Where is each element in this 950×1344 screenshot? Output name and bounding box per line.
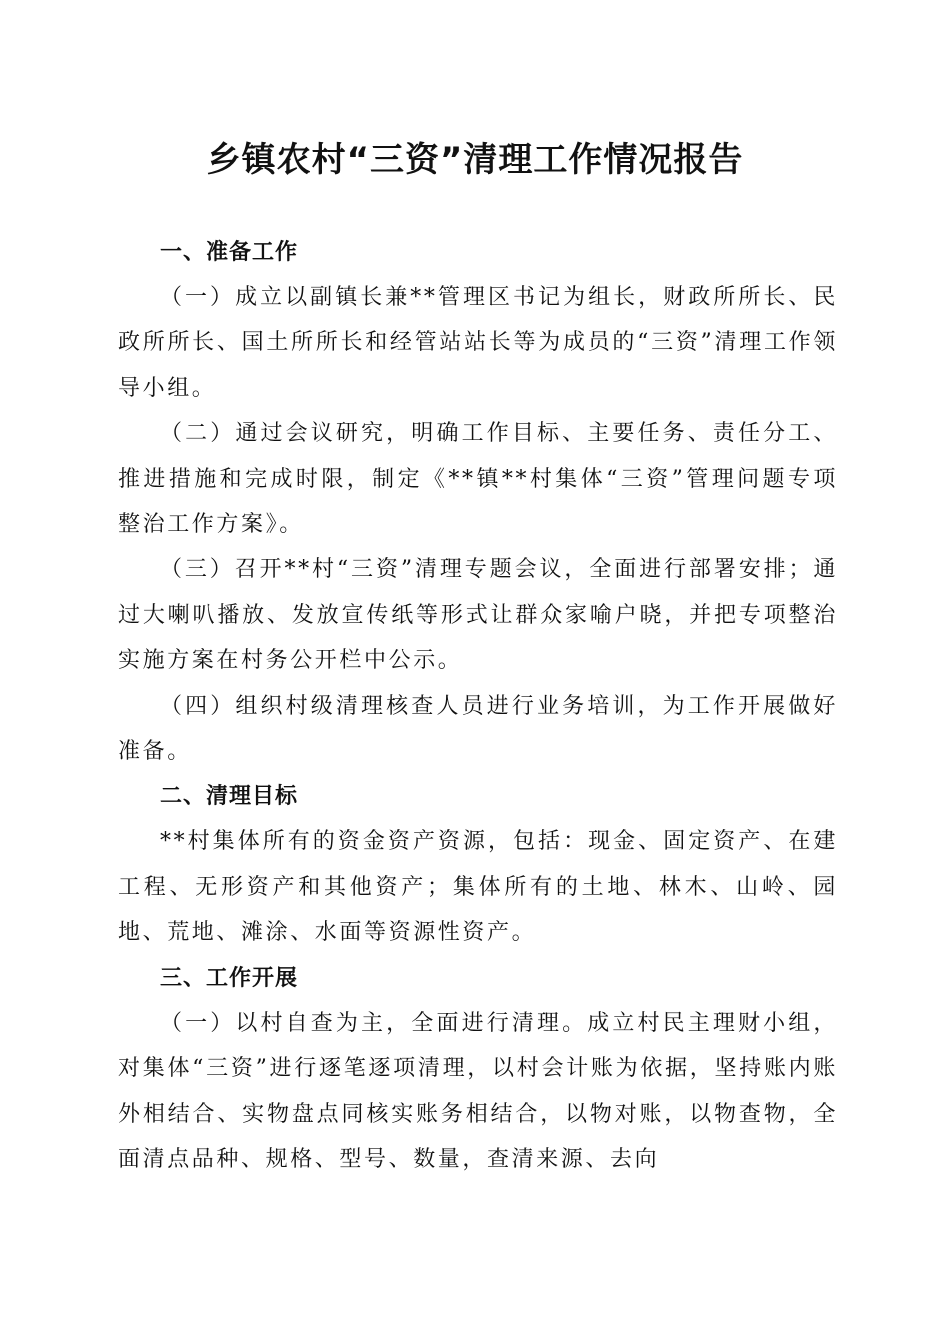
section-preparation xyxy=(118,230,838,774)
section-cleanup-target xyxy=(118,774,838,955)
section-heading: 三、工作开展 xyxy=(160,965,299,991)
paragraph: （二）通过会议研究，明确工作目标、主要任务、责任分工、推进措施和完成时限，制定《**镇**村集体“三资”管理问题专项整治工作方案》。 xyxy=(118,421,838,538)
section-heading: 一、准备工作 xyxy=(160,240,299,265)
paragraph: （四）组织村级清理核查人员进行业务培训，为工作开展做好准备。 xyxy=(118,693,838,765)
paragraph: （一）成立以副镇长兼**管理区书记为组长，财政所所长、民政所所长、国土所所长和经管站站长等为成员的“三资”清理工作领导小组。 xyxy=(118,285,838,401)
document-title: 乡镇农村“三资”清理工作情况报告 xyxy=(206,140,744,180)
paragraph: （三）召开**村“三资”清理专题会议，全面进行部署安排；通过大喇叭播放、发放宣传纸等形式让群众家喻户晓，并把专项整治实施方案在村务公开栏中公示。 xyxy=(118,557,838,674)
document-body xyxy=(118,230,838,1182)
section-work-progress xyxy=(118,956,838,1183)
paragraph: **村集体所有的资金资产资源，包括：现金、固定资产、在建工程、无形资产和其他资产；集体所有的土地、林木、山岭、园地、荒地、滩涂、水面等资源性资产。 xyxy=(118,829,838,946)
paragraph: （一）以村自查为主，全面进行清理。成立村民主理财小组，对集体“三资”进行逐笔逐项清理，以村会计账为依据，坚持账内账外相结合、实物盘点同核实账务相结合，以物对账，以物查物，全面清点品种、规格、型号、数量，查清来源、去向 xyxy=(118,1010,838,1172)
section-heading: 二、清理目标 xyxy=(160,784,299,810)
